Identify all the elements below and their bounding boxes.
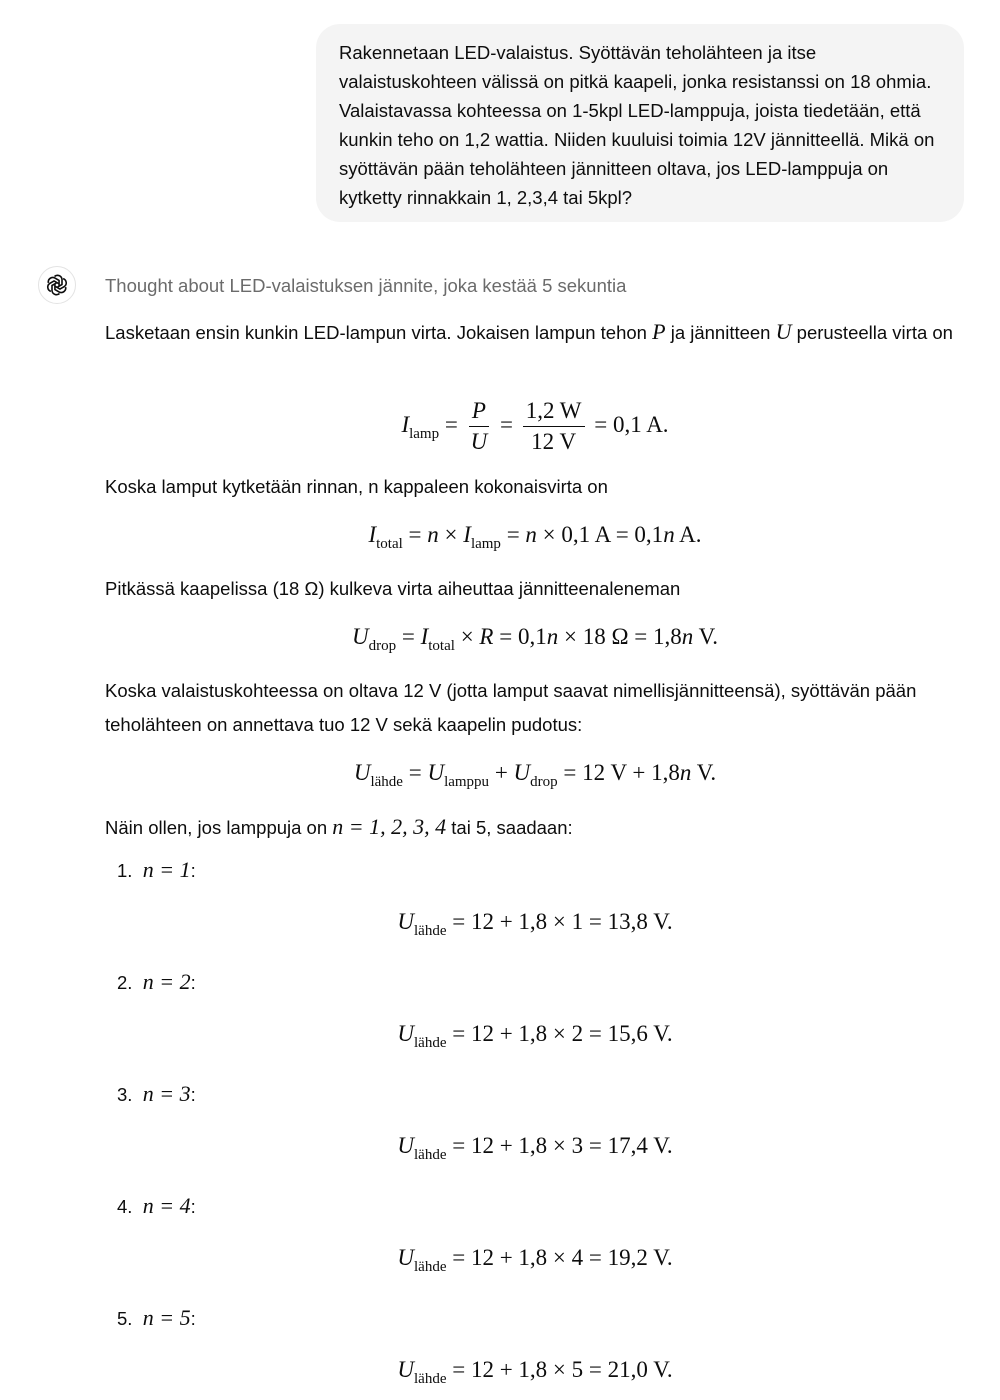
paragraph-results-intro bbox=[105, 810, 965, 845]
list-number: 1. bbox=[117, 860, 133, 881]
math-expr: = 12 + 1,8 × 5 = 21,0 V. bbox=[446, 1357, 673, 1382]
math-subscript: lamppu bbox=[444, 774, 490, 790]
list-number: 5. bbox=[117, 1308, 133, 1329]
math-expr: = 0,1 bbox=[493, 624, 547, 649]
list-item: 5. n = 5: bbox=[117, 1305, 196, 1330]
math-expr: = 12 + 1,8 × 3 = 17,4 V. bbox=[446, 1133, 673, 1158]
math-op: = bbox=[402, 522, 428, 547]
list-item: 4. n = 4: bbox=[117, 1193, 196, 1218]
text: Pitkässä kaapelissa (18 Ω) kulkeva virta aiheuttaa jännitteenaleneman bbox=[105, 578, 681, 599]
equation-result: $U_{lähde} = 12 + 1,8 \times 4 = 19,2$ V. bbox=[397, 1245, 673, 1275]
math-var: P bbox=[652, 319, 666, 344]
math-unit: A. bbox=[674, 522, 702, 547]
math-var: R bbox=[479, 624, 494, 649]
fraction-numerator: P bbox=[469, 397, 489, 427]
math-inline: n = 3 bbox=[142, 1081, 191, 1106]
math-subscript: lähde bbox=[414, 1147, 447, 1163]
thought-label: Thought about LED-valaistuksen jännite, joka kestää 5 sekuntia bbox=[105, 275, 627, 296]
math-expr: × 0,1 A = 0,1 bbox=[536, 522, 664, 547]
list-number: 3. bbox=[117, 1084, 133, 1105]
equation-result: $U_{lähde} = 12 + 1,8 \times 2 = 15,6$ V. bbox=[397, 1021, 673, 1051]
fraction bbox=[523, 397, 585, 456]
math-inline: n = 1 bbox=[142, 857, 191, 882]
math-var: I bbox=[401, 411, 410, 437]
user-message-bubble bbox=[316, 24, 964, 222]
equation-total-current: $I_{total} = n \times I_{lamp} = n \times 0,1$ A = 0,1n A. bbox=[368, 522, 702, 552]
math-expr: = 12 V + 1,8 bbox=[557, 760, 680, 785]
math-inline: n = 1, 2, 3, 4 bbox=[332, 814, 447, 839]
thought-summary-toggle[interactable] bbox=[105, 273, 626, 299]
paragraph-voltage-drop-intro bbox=[105, 572, 965, 606]
math-subscript: drop bbox=[530, 774, 558, 790]
math-inline: n = 5 bbox=[142, 1305, 191, 1330]
list-number: 4. bbox=[117, 1196, 133, 1217]
text: Koska valaistuskohteessa on oltava 12 V (jotta lamput saavat nimellisjännitteensä), syöttävän pään teholähteen on annettava tuo 12 V sekä kaapelin pudotus: bbox=[105, 680, 917, 735]
list-number: 2. bbox=[117, 972, 133, 993]
equation-lamp-current: $I_{lamp}$ = $\frac{P}{U}$ = $\frac{1,2 W}{12 V}$ = 0,1 A. bbox=[401, 398, 669, 454]
math-subscript: total bbox=[428, 638, 455, 654]
math-subscript: drop bbox=[368, 638, 397, 654]
fraction bbox=[468, 397, 491, 456]
text: tai 5, saadaan: bbox=[446, 817, 573, 838]
text: Lasketaan ensin kunkin LED-lampun virta. Jokaisen lampun tehon bbox=[105, 322, 653, 343]
equation-result: $U_{lähde} = 12 + 1,8 \times 3 = 17,4$ V. bbox=[397, 1133, 673, 1163]
math-subscript: total bbox=[376, 536, 403, 552]
math-expr: = 12 + 1,8 × 4 = 19,2 V. bbox=[446, 1245, 673, 1270]
math-var: U bbox=[775, 319, 792, 344]
math-var: n bbox=[427, 522, 439, 547]
math-subscript: lamp bbox=[470, 536, 501, 552]
equation-source-voltage: $U_{lähde} = U_{lamppu} + U_{drop} = 12$ V + 1,8n V. bbox=[353, 760, 717, 790]
list-item: 1. n = 1: bbox=[117, 857, 196, 882]
equation-result: $U_{lähde} = 12 + 1,8 \times 1 = 13,8$ V. bbox=[397, 909, 673, 939]
math-expr: × 18 Ω = 1,8 bbox=[558, 624, 682, 649]
math-unit: V. bbox=[693, 624, 718, 649]
math-subscript: lähde bbox=[370, 774, 403, 790]
math-unit: V. bbox=[691, 760, 717, 785]
equation-voltage-drop: $U_{drop} = I_{total} \times R = 0,1n \times 18$ Ω = 1,8n V. bbox=[351, 624, 718, 654]
math-subscript: lamp bbox=[409, 425, 440, 442]
paragraph-total-current-intro bbox=[105, 470, 965, 504]
math-var: n bbox=[663, 522, 675, 547]
math-expr: = 12 + 1,8 × 2 = 15,6 V. bbox=[446, 1021, 673, 1046]
text: perusteella virta on bbox=[791, 322, 953, 343]
math-inline: n = 2 bbox=[142, 969, 191, 994]
math-subscript: lähde bbox=[414, 923, 447, 939]
math-subscript: lähde bbox=[414, 1035, 447, 1051]
text: Näin ollen, jos lamppuja on bbox=[105, 817, 333, 838]
equation-result: $U_{lähde} = 12 + 1,8 \times 5 = 21,0$ V. bbox=[397, 1357, 673, 1387]
user-message-text: Rakennetaan LED-valaistus. Syöttävän teholähteen ja itse valaistuskohteen välissä on pitkä kaapeli, jonka resistanssi on 18 ohmia. Valaistavassa kohteessa on 1-5kpl LED-lamppuja, joista tiedetään, että kunkin teho on 1,2 wattia. Niiden kuuluisi toimia 12V jännitteellä. Mikä on syöttävän pään teholähteen jännitteen oltava, jos LED-lamppuja on kytketty rinnakkain 1, 2,3,4 tai 5kpl? bbox=[339, 42, 935, 208]
math-expr: = 12 + 1,8 × 1 = 13,8 V. bbox=[446, 909, 673, 934]
list-item: 3. n = 3: bbox=[117, 1081, 196, 1106]
math-var: I bbox=[463, 522, 471, 547]
list-item: 2. n = 2: bbox=[117, 969, 196, 994]
text: ja jännitteen bbox=[665, 322, 776, 343]
fraction-denominator: U bbox=[470, 429, 488, 454]
fraction-denominator: 12 V bbox=[531, 429, 577, 454]
paragraph-lamp-current-intro bbox=[105, 315, 965, 350]
math-var: I bbox=[368, 522, 377, 547]
math-subscript: lähde bbox=[414, 1371, 447, 1387]
math-var: U bbox=[351, 624, 369, 649]
math-var: n bbox=[525, 522, 537, 547]
math-inline: n = 4 bbox=[142, 1193, 191, 1218]
text: Koska lamput kytketään rinnan, n kappaleen kokonaisvirta on bbox=[105, 476, 608, 497]
math-result: = 0,1 A. bbox=[594, 411, 669, 437]
math-subscript: lähde bbox=[414, 1259, 447, 1275]
fraction-numerator: 1,2 W bbox=[523, 397, 585, 427]
math-op: × bbox=[438, 522, 464, 547]
openai-logo-icon bbox=[38, 266, 76, 304]
paragraph-source-voltage-intro bbox=[105, 674, 965, 742]
